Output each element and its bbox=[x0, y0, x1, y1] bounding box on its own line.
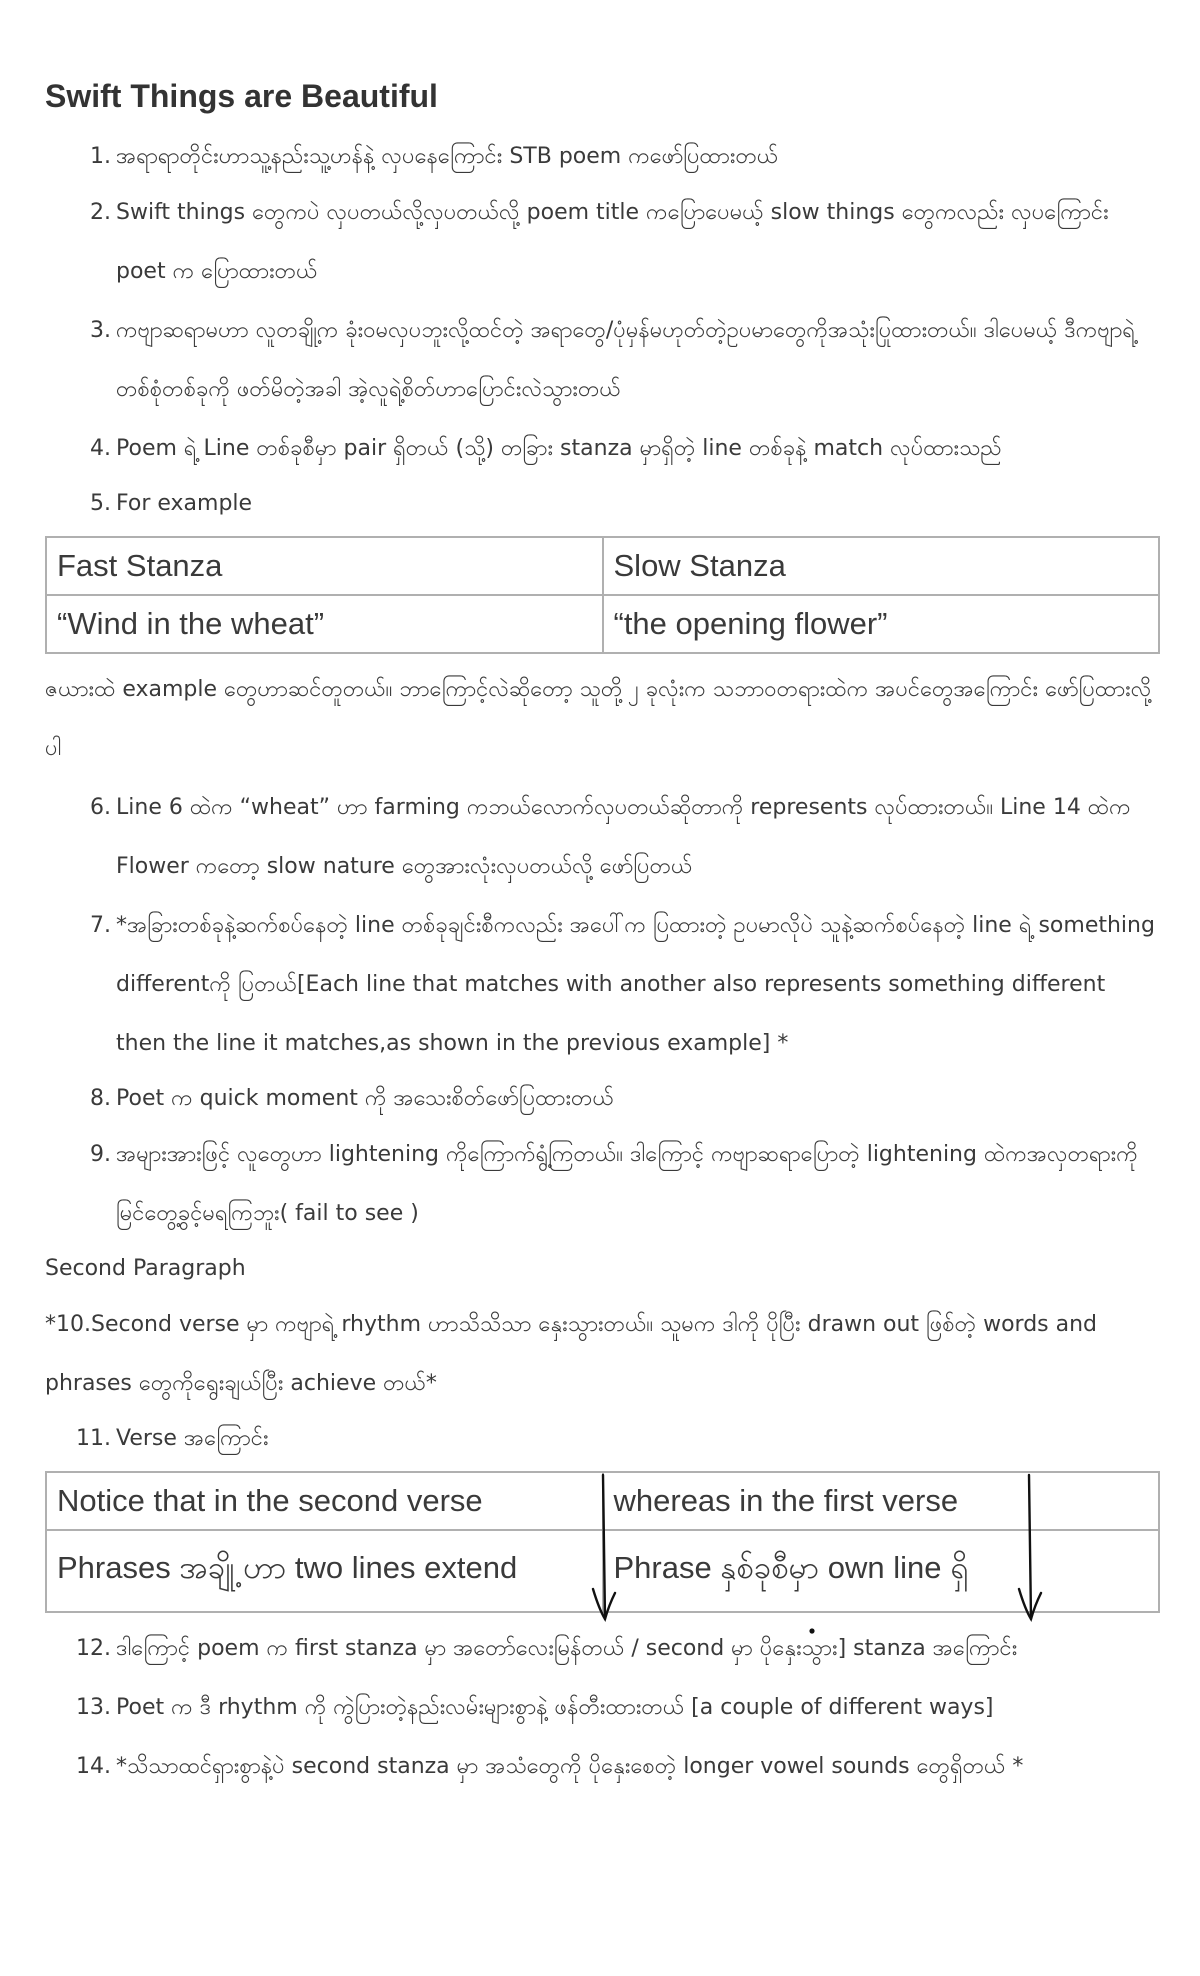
down-arrow-icon bbox=[585, 1471, 625, 1631]
list-item bbox=[45, 1619, 1160, 1678]
page-title: Swift Things are Beautiful bbox=[45, 78, 438, 114]
paragraph-10: *10.Second verse မှာ ကဗျာရဲ့ rhythm ဟာသိသိသာ နှေးသွားတယ်။ သူမက ဒါကို ပိုပြီး drawn out ဖြစ်တဲ့ words and phrases တွေကိုရွေးချယ်ပြီး achieve တယ်* bbox=[45, 1312, 1098, 1396]
list-item bbox=[45, 896, 1160, 1073]
item-text: Swift things တွေကပဲ လှပတယ်လို့လှပတယ်လို့ poem title ကပြောပေမယ့် slow things တွေကလည်း လှပကြောင်း poet က ပြောထားတယ် bbox=[116, 200, 1109, 284]
item-text: For example bbox=[116, 491, 253, 516]
table-cell: whereas in the first verse bbox=[603, 1472, 1160, 1530]
table-cell: Slow Stanza bbox=[603, 537, 1160, 595]
item-text: Verse အကြောင်း bbox=[116, 1426, 269, 1451]
item-number: 2 . bbox=[73, 183, 111, 242]
list-item bbox=[45, 1125, 1160, 1243]
item-number: 8 . bbox=[73, 1073, 111, 1125]
table-explanation: ဇယားထဲ example တွေဟာဆင်တူတယ်။ ဘာကြောင့်လဲဆိုတော့ သူတို့၂ ခုလုံးက သဘာဝတရားထဲက အပင်တွေအကြောင်း ဖော်ပြထားလို့ပါ bbox=[45, 677, 1152, 761]
item-text: Poet က ဒီ rhythm ကို ကွဲပြားတဲ့နည်းလမ်းများစွာနဲ့ ဖန်တီးထားတယ် [a couple of different ways] bbox=[116, 1695, 994, 1720]
table-cell: Phrase နှစ်ခုစီမှာ own line ရှိ bbox=[603, 1530, 1160, 1612]
table-cell: Phrases အချို့ ဟာ two lines extend bbox=[46, 1530, 603, 1612]
item-text: Line 6 ထဲက “wheat” ဟာ farming ကဘယ်လောက်လှပတယ်ဆိုတာကို represents လုပ်ထားတယ်။ Line 14 ထဲက Flower ကတော့ slow nature တွေအားလုံးလှပတယ်လို့ ဖော်ပြတယ် bbox=[116, 795, 1131, 879]
item-number: 1 . bbox=[73, 131, 111, 183]
item-number: 5 . bbox=[73, 478, 111, 530]
second-paragraph-label: Second Paragraph bbox=[45, 1256, 246, 1281]
list-item bbox=[45, 131, 1160, 183]
item-number: 14 . bbox=[73, 1737, 111, 1796]
list-item bbox=[45, 183, 1160, 301]
table-cell: “Wind in the wheat” bbox=[46, 595, 603, 653]
notes-list-c bbox=[45, 1619, 1160, 1796]
table-cell: Notice that in the second verse bbox=[46, 1472, 603, 1530]
item-number: 6 . bbox=[73, 778, 111, 837]
item-text: *အခြားတစ်ခုနဲ့ဆက်စပ်နေတဲ့ line တစ်ခုချင်းစီကလည်း အပေါ်က ပြထားတဲ့ ဥပမာလိုပဲ သူနဲ့ဆက်စပ်နေတဲ့ line ရဲ့ something differentကို ပြတယ်[Each line that matches with another also represents something different then the line it matches,as shown in the previous example] * bbox=[116, 913, 1155, 1056]
table-cell: “the opening flower” bbox=[603, 595, 1160, 653]
table-row bbox=[46, 537, 1159, 595]
item-number: 12 . bbox=[73, 1619, 111, 1678]
item-number: 7 . bbox=[73, 896, 111, 955]
table-cell: Fast Stanza bbox=[46, 537, 603, 595]
list-item bbox=[45, 1073, 1160, 1125]
item-number: 11 . bbox=[73, 1413, 111, 1465]
item-text: အရာရာတိုင်းဟာသူ့နည်းသူ့ဟန်နဲ့ လှပနေကြောင်း STB poem ကဖော်ပြထားတယ် bbox=[116, 144, 779, 169]
down-arrow-icon bbox=[1011, 1471, 1051, 1631]
list-item bbox=[45, 778, 1160, 896]
list-item bbox=[45, 1413, 1160, 1465]
item-text: အများအားဖြင့် လူတွေဟာ lightening ကိုကြောက်ရွံ့ကြတယ်။ ဒါကြောင့် ကဗျာဆရာပြောတဲ့ lightening ထဲကအလှတရားကို မြင်တွေ့ခွင့်မရကြဘူး( fail to see ) bbox=[116, 1142, 1138, 1226]
list-item bbox=[45, 1737, 1160, 1796]
item-number: 4 . bbox=[73, 419, 111, 478]
item-text: *သိသာထင်ရှားစွာနဲ့ပဲ second stanza မှာ အသံတွေကို ပိုနှေးစေတဲ့ longer vowel sounds တွေရှိတယ် * bbox=[116, 1754, 1024, 1779]
verse-table-wrapper bbox=[45, 1471, 1160, 1613]
table-row bbox=[46, 595, 1159, 653]
notes-list-11 bbox=[45, 1413, 1160, 1465]
list-item bbox=[45, 419, 1160, 478]
item-text: ဒါကြောင့် poem က first stanza မှာ အတော်လေးမြန်တယ် / second မှာ ပိုနှေးသွား] stanza အကြောင်း bbox=[116, 1636, 1018, 1661]
item-text: ကဗျာဆရာမဟာ လူတချို့က ခုံးဝမလှပဘူးလို့ထင်တဲ့ အရာတွေ/ပုံမှန်မဟုတ်တဲ့ဥပမာတွေကိုအသုံးပြုထားတယ်။ ဒါပေမယ့် ဒီကဗျာရဲ့တစ်စုံတစ်ခုကို ဖတ်မိတဲ့အခါ အဲ့လူရဲ့စိတ်ဟာပြောင်းလဲသွားတယ် bbox=[116, 318, 1135, 402]
item-number: 13 . bbox=[73, 1678, 111, 1737]
item-number: 3 . bbox=[73, 301, 111, 360]
stanza-comparison-table bbox=[45, 536, 1160, 654]
list-item bbox=[45, 1678, 1160, 1737]
item-text: Poet က quick moment ကို အသေးစိတ်ဖော်ပြထားတယ် bbox=[116, 1086, 614, 1111]
list-item bbox=[45, 301, 1160, 419]
item-text: Poem ရဲ့ Line တစ်ခုစီမှာ pair ရှိတယ် (သို့) တခြား stanza မှာရှိတဲ့ line တစ်ခုနဲ့ match လုပ်ထားသည် bbox=[116, 436, 1002, 461]
notes-list-a bbox=[45, 131, 1160, 530]
item-number: 9 . bbox=[73, 1125, 111, 1184]
list-item bbox=[45, 478, 1160, 530]
notes-list-b bbox=[45, 778, 1160, 1243]
